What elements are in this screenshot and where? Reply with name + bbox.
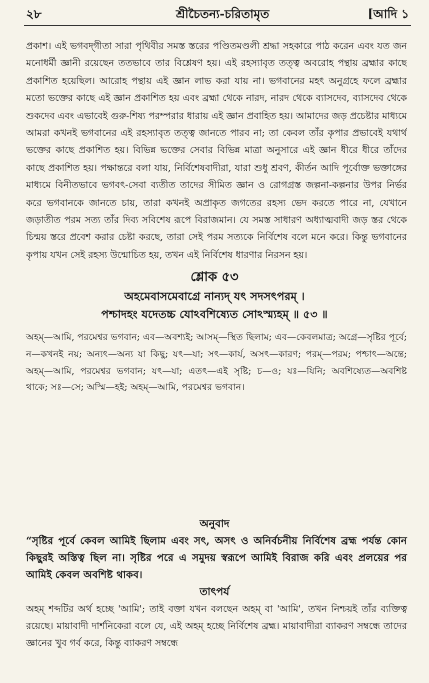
purport-heading: তাৎপর্য <box>199 586 230 598</box>
chapter-label: [আদি ১ <box>367 7 409 21</box>
header-divider <box>24 25 411 26</box>
body-paragraph: প্রকাশ। এই ভগবদ্‌গীতা সারা পৃথিবীর সমস্ত স্তরের পণ্ডিতমণ্ডলী শ্রদ্ধা সহকারে পাঠ করেন এবং যত জন মনোধর্মী জ্ঞানী রয়েছেন ততভাবে তার বিশ্লেষণ হয়। এই রহস্যাবৃত তত্ত্ব অবরোহ পন্থায় ব্রহ্মার কাছে প্রকাশিত হয়েছিল। আরোহ পন্থায় এই জ্ঞান লাভ করা যায় না। ভগবানের মহৎ অনুগ্রহে ফলে ব্রহ্মার মতো ভক্তের কাছে এই জ্ঞান প্রকাশিত হয় এবং ব্রহ্মা থেকে নারদ, নারদ থেকে ব্যাসদেব, ব্যাসদেব থেকে শুকদেব এবং এভাবেই গুরু-শিষ্য পরম্পরার ধারায় এই জ্ঞান প্রবাহিত হয়। আমাদের জড় প্রচেষ্টার মাধ্যমে আমরা কখনই ভগবানের এই রহস্যাবৃত তত্ত্ব জানতে পারব না; তা কেবল তাঁর কৃপার প্রভাবেই যথার্থ ভক্তের কাছে প্রকাশিত হয়। বিভিন্ন ভক্তের সেবার বিভিন্ন মাত্রা অনুসারে এই জ্ঞান ধীরে ধীরে তাঁদের কাছে প্রকাশিত হয়। পক্ষান্তরে বলা যায়, নির্বিশেষবাদীরা, যারা শুধু শ্রবণ, কীর্তন আদি পূর্বোক্ত ভক্তাঙ্গের মাধ্যমে বিনীতভাবে ভগবৎ-সেবা ব্যতীত তাদের সীমিত জ্ঞান ও রোগগ্রস্ত জল্পনা-কল্পনার উপর নির্ভর করে ভগবানকে জানতে চায়, তারা কখনই অপ্রাকৃত জগতের রহস্য ভেদ করতে পারে না, যেখানে জড়াতীত পরম সত্য তাঁর দিব্য সবিশেষ রূপে বিরাজমান। যে সমস্ত সাধারণ অধ্যাত্মবাদী জড় স্তর থেকে চিন্ময় স্তরে প্রবেশ করার চেষ্টা করছে, তারা সেই পরম সত্যকে নির্বিশেষ বলে মনে করে। কিন্তু ভগবানের কৃপায় যখন সেই রহস্য উন্মোচিত হয়, তখন এই নির্বিশেষ ধারণার নিরসন হয়। <box>26 41 407 261</box>
translation-heading: অনুবাদ <box>199 518 230 530</box>
book-title: শ্রীচৈতন্য-চরিতামৃত <box>176 7 270 21</box>
word-synonyms: অহম্‌—আমি, পরমেশ্বর ভগবান; এব—অবশ্যই; আসম্‌—স্থিত ছিলাম; এব—কেবলমাত্র; অগ্রে—সৃষ্টির পূর্বে; ন—কখনই নয়; অন্যৎ—অন্য যা কিছু; যৎ—যা; সৎ—কার্য, অসৎ—কারণ; পরম্‌—পরম; পশ্চাৎ—অন্তে; অহম্‌—আমি, পরমেশ্বর ভগবান; যৎ—যা; এতৎ—এই সৃষ্টি; চ—ও; যঃ—যিনি; অবশিষ্যেত—অবশিষ্ট থাকে; সঃ—সে; অস্মি—হই; অহম্‌—আমি, পরমেশ্বর ভগবান। <box>26 332 407 394</box>
translation-text: “সৃষ্টির পূর্বে কেবল আমিই ছিলাম এবং সৎ, অসৎ ও অনির্বচনীয় নির্বিশেষ ব্রহ্ম পর্যন্ত কোন কিছুরই অস্তিত্ব ছিল না। সৃষ্টির পরে এ সমুদয় স্বরূপে আমিই বিরাজ করি এবং প্রলয়ের পর আমিই কেবল অবশিষ্ট থাকব। <box>26 535 407 581</box>
verse-label: শ্লোক ৫৩ <box>190 270 239 285</box>
page-number: ২৮ <box>26 7 42 21</box>
purport-text: অহম্‌ শব্দটির অর্থ হচ্ছে 'আমি'; তাই বক্তা যখন বলছেন অহম্‌ বা 'আমি', তখন নিশ্চয়ই তাঁর ব্যক্তিত্ব রয়েছে। মায়াবাদী দার্শনিকেরা বলে যে, এই অহম্‌ হচ্ছে নির্বিশেষ ব্রহ্ম। মায়াবাদীরা ব্যাকরণ সম্বন্ধে তাদের জ্ঞানের খুব গর্ব করে, কিন্তু ব্যাকরণ সম্বন্ধে <box>26 604 407 649</box>
running-header <box>26 6 409 22</box>
verse-line-1: অহমেবাসমেবাগ্রে নান্যদ্‌ যৎ সদসৎপরম্‌ । <box>124 289 305 303</box>
verse-line-2: পশ্চাদহং যদেতচ্চ যোঽবশিষ্যেত সোঽস্ম্যহম্‌ ॥ ৫৩ ॥ <box>101 307 328 321</box>
